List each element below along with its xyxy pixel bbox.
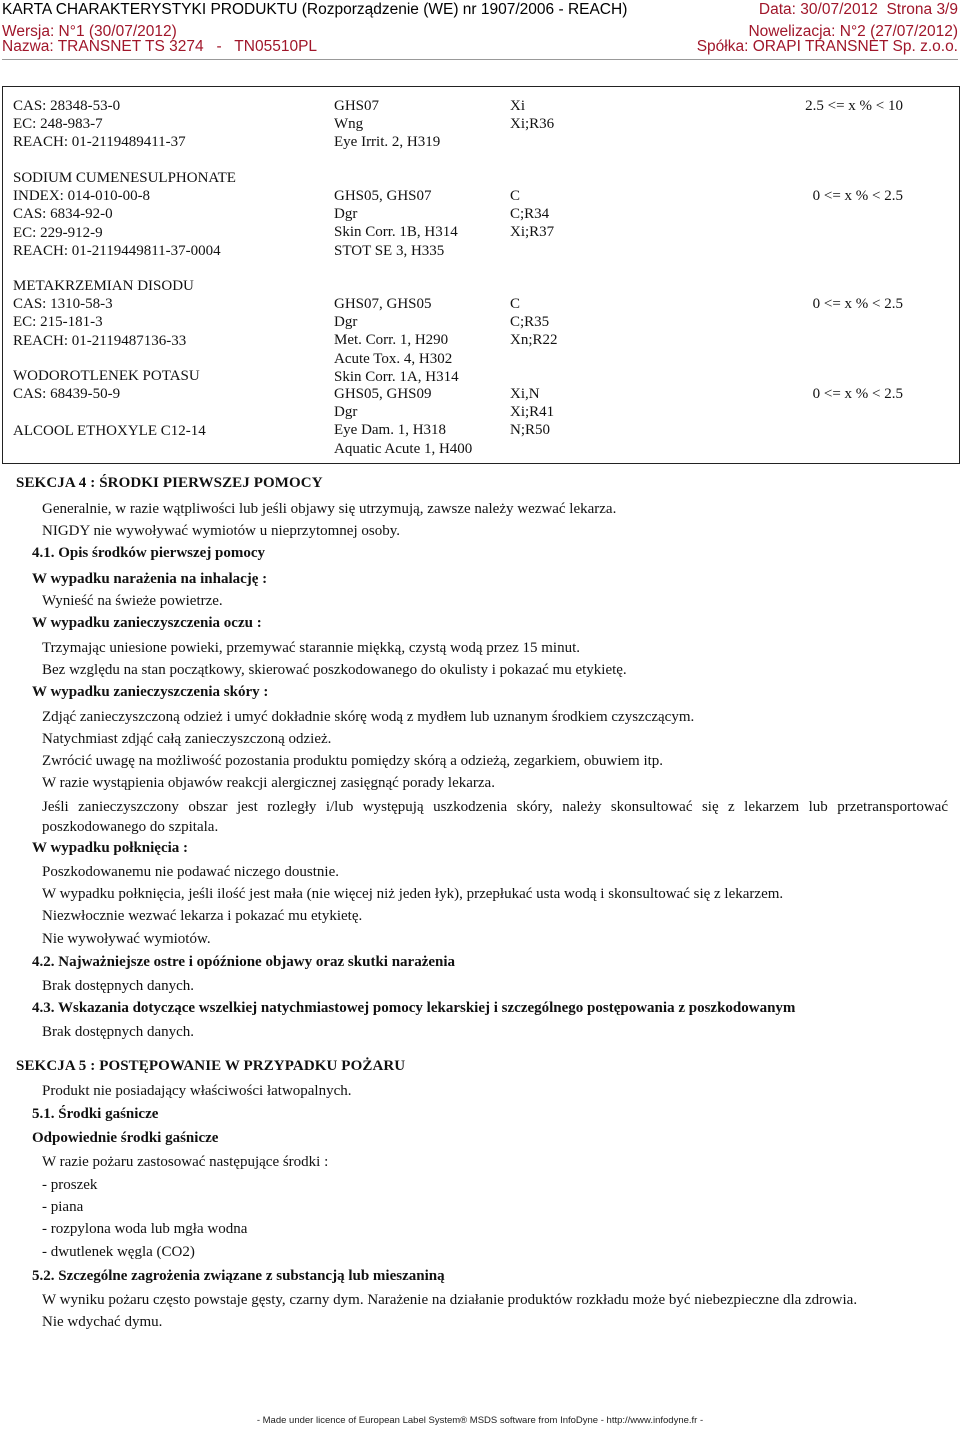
table-row-2-concentration: 0 <= x % < 2.5	[812, 188, 903, 204]
table-row-4-identifiers: WODOROTLENEK POTASU CAS: 68439-50-9 ALCOOL ETHOXYLE C12-14	[13, 368, 206, 439]
table-row-4-concentration: 0 <= x % < 2.5	[812, 386, 903, 402]
skin-text-3: Zwrócić uwagę na możliwość pozostania produktu pomiędzy skórą a odzieżą, zegarkiem, obuwiem itp.	[42, 753, 664, 769]
subsection-4-1: 4.1. Opis środków pierwszej pomocy	[32, 545, 266, 561]
table-row-2-dsd: C C;R34 Xi;R37	[510, 188, 555, 241]
ingestion-text-2: W wypadku połknięcia, jeśli ilość jest mała (nie więcej niż jeden łyk), przepłukać usta wodą i skonsultować się z lekarzem.	[42, 886, 784, 902]
subsection-4-3: 4.3. Wskazania dotyczące wszelkiej natychmiastowej pomocy lekarskiej i szczególnego postępowania z poszkodowanym	[32, 1000, 796, 1016]
eye-text-2: Bez względu na stan początkowy, skierować poszkodowanego do okulisty i pokazać mu etykietę.	[42, 662, 627, 678]
section-4-title: SEKCJA 4 : ŚRODKI PIERWSZEJ POMOCY	[16, 475, 323, 491]
ingestion-text-3: Niezwłocznie wezwać lekarza i pokazać mu etykietę.	[42, 908, 363, 924]
subsection-4-2-text: Brak dostępnych danych.	[42, 978, 195, 994]
table-row-1-dsd: Xi Xi;R36	[510, 98, 555, 133]
s5-intro: Produkt nie posiadający właściwości łatwopalnych.	[42, 1083, 352, 1099]
eye-title: W wypadku zanieczyszczenia oczu :	[32, 615, 262, 631]
s52-text-2: Nie wdychać dymu.	[42, 1314, 163, 1330]
table-row-4-dsd: Xi,N Xi;R41 N;R50	[510, 386, 555, 439]
s4-intro-1: Generalnie, w razie wątpliwości lub jeśli objawy się utrzymują, zawsze należy wezwać lekarza.	[42, 501, 617, 517]
table-row-3-identifiers: METAKRZEMIAN DISODU CAS: 1310-58-3 EC: 215-181-3 REACH: 01-2119487136-33	[13, 278, 194, 349]
document-header-line1	[0, 0, 960, 20]
ingestion-text-4: Nie wywoływać wymiotów.	[42, 931, 211, 947]
skin-title: W wypadku zanieczyszczenia skóry :	[32, 684, 269, 700]
table-row-2-clp: GHS05, GHS07 Dgr Skin Corr. 1B, H314 STOT SE 3, H335	[334, 188, 458, 259]
s52-text-1: W wyniku pożaru często powstaje gęsty, czarny dym. Narażenie na działanie produktów rozkładu może być niebezpieczne dla zdrowia.	[42, 1292, 858, 1308]
table-row-1-identifiers: CAS: 28348-53-0 EC: 248-983-7 REACH: 01-2119489411-37	[13, 98, 186, 151]
date-page: Data: 30/07/2012 Strona 3/9	[758, 1, 958, 18]
eye-text-1: Trzymając uniesione powieki, przemywać starannie miękką, czystą wodą przez 15 minut.	[42, 640, 581, 656]
subsection-4-3-text: Brak dostępnych danych.	[42, 1024, 195, 1040]
inhalation-text: Wynieść na świeże powietrze.	[42, 593, 223, 609]
suitable-media-intro: W razie pożaru zastosować następujące środki :	[42, 1154, 329, 1170]
table-row-3-clp: GHS07, GHS05 Dgr Met. Corr. 1, H290 Acute Tox. 4, H302 Skin Corr. 1A, H314	[334, 296, 459, 385]
s4-intro-2: NIGDY nie wywoływać wymiotów u nieprzytomnej osoby.	[42, 523, 400, 539]
version: Wersja: N°1 (30/07/2012)	[2, 23, 177, 40]
header-divider	[2, 59, 958, 60]
table-row-1-concentration: 2.5 <= x % < 10	[805, 98, 903, 114]
composition-table	[2, 86, 960, 464]
media-item-4: - dwutlenek węgla (CO2)	[42, 1244, 195, 1260]
document-header-line3	[0, 37, 960, 57]
table-row-2-identifiers: SODIUM CUMENESULPHONATE INDEX: 014-010-00-8 CAS: 6834-92-0 EC: 229-912-9 REACH: 01-2119449811-37-0004	[13, 170, 236, 259]
subsection-5-2: 5.2. Szczególne zagrożenia związane z substancją lub mieszaniną	[32, 1268, 445, 1284]
subsection-5-1: 5.1. Środki gaśnicze	[32, 1106, 159, 1122]
table-row-3-dsd: C C;R35 Xn;R22	[510, 296, 558, 349]
skin-text-5: Jeśli zanieczyszczony obszar jest rozległy i/lub występują uszkodzenia skóry, należy skonsultować się z lekarzem lub przetransportować poszkodowanego do szpitala.	[42, 799, 948, 835]
table-row-1-clp: GHS07 Wng Eye Irrit. 2, H319	[334, 98, 441, 151]
skin-text-2: Natychmiast zdjąć całą zanieczyszczoną odzież.	[42, 731, 332, 747]
table-row-4-clp: GHS05, GHS09 Dgr Eye Dam. 1, H318 Aquatic Acute 1, H400	[334, 386, 473, 457]
media-item-1: - proszek	[42, 1177, 98, 1193]
section-5-title: SEKCJA 5 : POSTĘPOWANIE W PRZYPADKU POŻARU	[16, 1058, 406, 1074]
media-item-2: - piana	[42, 1199, 84, 1215]
ingestion-title: W wypadku połknięcia :	[32, 840, 189, 856]
table-row-3-concentration: 0 <= x % < 2.5	[812, 296, 903, 312]
company: Spółka: ORAPI TRANSNET Sp. z.o.o.	[696, 38, 958, 55]
footer-credit: - Made under licence of European Label System® MSDS software from InfoDyne - http://www.infodyne.fr -	[256, 1415, 704, 1426]
ingestion-text-1: Poszkodowanemu nie podawać niczego doustnie.	[42, 864, 340, 880]
skin-text-1: Zdjąć zanieczyszczoną odzież i umyć dokładnie skórę wodą z mydłem lub uznanym środkiem czyszczącym.	[42, 709, 695, 725]
product-name: Nazwa: TRANSNET TS 3274 - TN05510PL	[2, 38, 318, 55]
subsection-4-2: 4.2. Najważniejsze ostre i opóźnione objawy oraz skutki narażenia	[32, 954, 456, 970]
skin-text-4: W razie wystąpienia objawów reakcji alergicznej zasięgnąć porady lekarza.	[42, 775, 495, 791]
media-item-3: - rozpylona woda lub mgła wodna	[42, 1221, 248, 1237]
revision: Nowelizacja: N°2 (27/07/2012)	[748, 23, 958, 40]
document-title: KARTA CHARAKTERYSTYKI PRODUKTU (Rozporządzenie (WE) nr 1907/2006 - REACH)	[2, 1, 628, 18]
inhalation-title: W wypadku narażenia na inhalację :	[32, 571, 268, 587]
suitable-media-title: Odpowiednie środki gaśnicze	[32, 1130, 219, 1146]
